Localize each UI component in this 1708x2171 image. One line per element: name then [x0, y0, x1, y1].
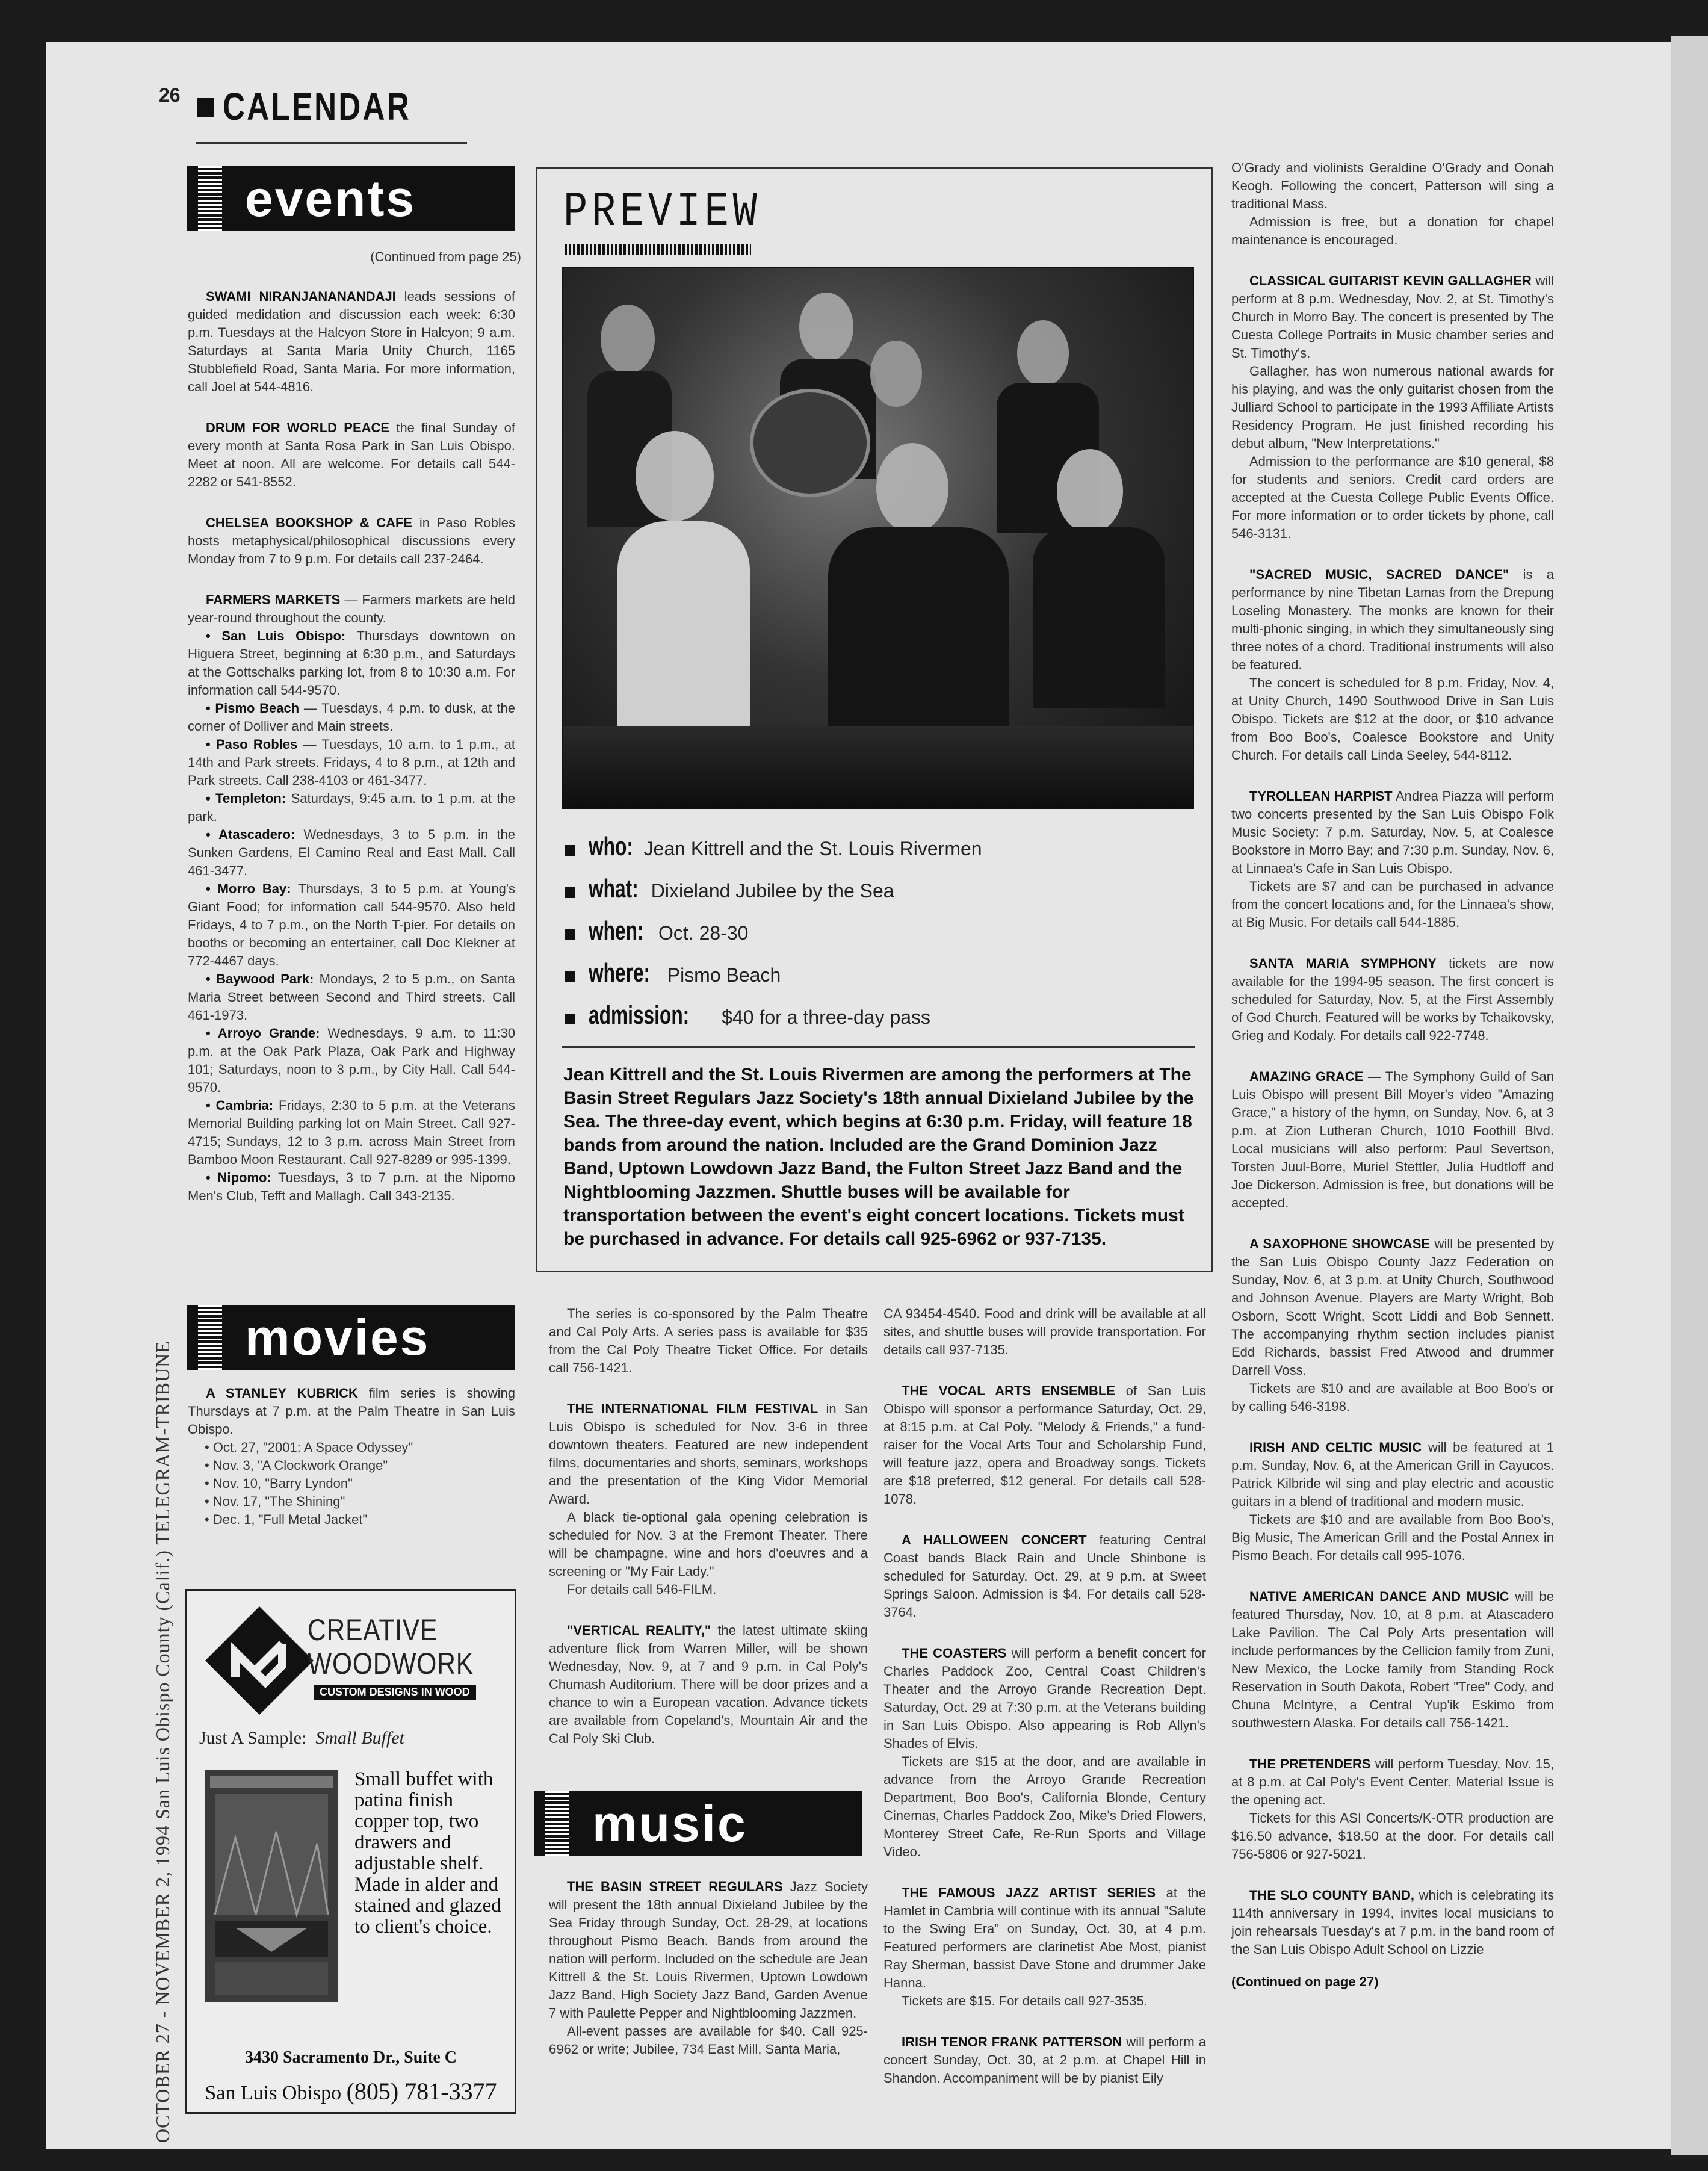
ad-brand-1: CREATIVE — [308, 1613, 438, 1647]
ad-city-phone: San Luis Obispo (805) 781-3377 — [205, 2078, 497, 2105]
market-item: • Morro Bay: Thursdays, 3 to 5 p.m. at Young's Giant Food; for information call 544-9570. Also held Fridays, 4 to 7 p.m., on the North T-pier. For details on booths or becoming an entertainer, call Doc Klekner at 772-4467 days. — [188, 881, 516, 968]
section-square — [197, 98, 214, 117]
market-item: • Pismo Beach — Tuesdays, 4 p.m. to dusk, at the corner of Dolliver and Main streets. — [188, 701, 515, 734]
preview-who: who: Jean Kittrell and the St. Louis Rivermen — [565, 826, 982, 870]
middle-column-1: The series is co-sponsored by the Palm Theatre and Cal Poly Arts. A series pass is available for $35 from the Cal Poly Theatre Ticket Office. For details call 756-1421. THE INTERNATIONAL FILM FESTIVAL in San Luis Obispo is scheduled for Nov. 3-6 in three downtown theaters. Featured are new independent films, documentaries and shorts, seminars, workshops and the presentation of the King Vidor Memorial Award. A black tie-optional gala opening celebration is scheduled for Nov. 3 at the Fremont Theater. There will be champagne, wine and hors d'oeuvres and a screening or "My Fair Lady." For details call 546-FILM. "VERTICAL REALITY," the latest ultimate skiing adventure flick from Warren Miller, will be shown Wednesday, Nov. 9, at 7 and 9 p.m. in Cal Poly's Chumash Auditorium. There will be door prizes and a chance to win a European vacation. Advance tickets are available from Copeland's, Mountain Air and the Cal Poly Ski Club. — [549, 1306, 868, 1746]
ad-address: 3430 Sacramento Dr., Suite C — [244, 2048, 457, 2067]
preview-what: what: Dixieland Jubilee by the Sea — [565, 868, 894, 912]
preview-blurb: Jean Kittrell and the St. Louis Rivermen are among the performers at The Basin Street Regulars Jazz Society's 18th annual Dixieland Jubilee by the Sea. The three-day event, which begins at 6:30 p.m. Friday, will feature 18 bands from around the nation. Included are the Grand Dominion Jazz Band, Uptown Lowdown Jazz Band, the Fulton Street Jazz Band and the Nightblooming Jazzmen. Shuttle buses will be available for transportation between the event's eight concert locations. Tickets must be purchased in advance. For details call 925-6962 or 937-7135. — [563, 1065, 1194, 1249]
event-item: CHELSEA BOOKSHOP & CAFE in Paso Robles hosts metaphysical/philosophical discussions every Monday from 7 to 9 p.m. For details call 237-2464. — [188, 515, 515, 566]
event-item: SWAMI NIRANJANANANDAJI leads sessions of guided medidation and discussion each week: 6:30 p.m. Tuesdays at the Halcyon Store in Halcyon; 9 a.m. Saturdays at Santa Maria Unity Church, 1165 Stubblefield Road, Santa Maria. For more information, call Joel at 544-4816. — [188, 289, 516, 394]
events-body — [188, 288, 515, 1205]
market-item: • Templeton: Saturdays, 9:45 a.m. to 1 p.m. at the park. — [188, 791, 516, 824]
spine-dateline: OCTOBER 27 - NOVEMBER 2, 1994 San Luis Obispo County (Calif.) TELEGRAM-TRIBUNE — [152, 1340, 173, 2143]
events-heading: events — [187, 166, 515, 231]
event-item: FARMERS MARKETS — Farmers markets are held year-round throughout the county. — [188, 592, 516, 625]
movie-list-item: • Dec. 1, "Full Metal Jacket" — [205, 1512, 368, 1527]
movies-body: A STANLEY KUBRICK film series is showing Thursdays at 7 p.m. at the Palm Theatre in San Luis Obispo. • Oct. 27, "2001: A Space Odyssey" • Nov. 3, "A Clockwork Orange" • Nov. 10, "Barry Lyndon" • Nov. 17, "The Shining" • Dec. 1, "Full Metal Jacket" — [188, 1384, 515, 1529]
movies-heading: movies — [187, 1305, 515, 1370]
preview-when: when: Oct. 28-30 — [565, 910, 748, 954]
ad-description: Small buffet with patina finish copper top, two drawers and adjustable shelf. Made in alder and stained and glazed to client's choice. — [354, 1768, 501, 1937]
preview-photo — [562, 267, 1194, 809]
market-item: • Nipomo: Tuesdays, 3 to 7 p.m. at the Nipomo Men's Club, Tefft and Mallagh. Call 343-2135. — [188, 1170, 515, 1203]
newspaper-page — [46, 42, 1671, 2149]
event-item: DRUM FOR WORLD PEACE the final Sunday of every month at Santa Rosa Park in San Luis Obispo. Meet at noon. All are welcome. For details call 544-2282 or 541-8552. — [188, 420, 515, 489]
movie-list-item: • Nov. 10, "Barry Lyndon" — [205, 1476, 353, 1491]
section-title: CALENDAR — [223, 85, 411, 128]
page-number: 26 — [159, 84, 181, 106]
adjacent-page-edge — [1671, 36, 1708, 2155]
movie-list-item: • Nov. 17, "The Shining" — [205, 1494, 345, 1509]
movie-list-item: • Oct. 27, "2001: A Space Odyssey" — [205, 1440, 413, 1455]
events-continued: (Continued from page 25) — [370, 249, 521, 264]
preview-heading: PREVIEW — [563, 184, 761, 240]
preview-heading-rule — [565, 244, 751, 255]
market-item: • Atascadero: Wednesdays, 3 to 5 p.m. in the Sunken Gardens, El Camino Real and East Mall. Call 461-3477. — [188, 827, 515, 878]
market-item: • Baywood Park: Mondays, 2 to 5 p.m., on Santa Maria Street between Second and Third streets. Call 461-1973. — [188, 971, 515, 1023]
movie-list-item: • Nov. 3, "A Clockwork Orange" — [205, 1458, 388, 1473]
creative-woodwork-ad — [185, 1589, 516, 2114]
preview-where: where: Pismo Beach — [565, 952, 781, 996]
market-item: • Paso Robles — Tuesdays, 10 a.m. to 1 p.m., at 14th and Park streets. Fridays, 4 to 8 p.m., at 12th and Park streets. Call 238-4103 or 461-3477. — [188, 737, 515, 788]
market-item: • San Luis Obispo: Thursdays downtown on Higuera Street, beginning at 6:30 p.m., and Saturdays at the Gottschalks parking lot, from 8 to 10:30 a.m. For information call 544-9570. — [188, 628, 515, 698]
market-item: • Cambria: Fridays, 2:30 to 5 p.m. at the Veterans Memorial Building parking lot on Main Street. Call 927-4715; Sundays, 12 to 3 p.m. across Main Street from Bamboo Moon Restaurant. Call 927-8289 or 995-1399. — [188, 1098, 515, 1167]
market-item: • Arroyo Grande: Wednesdays, 9 a.m. to 11:30 p.m. at the Oak Park Plaza, Oak Park and Highway 101; Saturdays, noon to 3 p.m., by City Hall. Call 544-9570. — [188, 1026, 515, 1095]
music-heading: music — [534, 1791, 862, 1856]
preview-admission: admission: $40 for a three-day pass — [565, 994, 930, 1038]
header-rule — [196, 142, 467, 144]
continued-note: (Continued on page 27) — [1231, 1974, 1379, 1989]
middle-column-2: CA 93454-4540. Food and drink will be available at all sites, and shuttle buses will provide transportation. For details call 937-7135. THE VOCAL ARTS ENSEMBLE of San Luis Obispo will sponsor a performance Saturday, Oct. 29, at 8:15 p.m. at Cal Poly. "Melody & Friends," a fund-raiser for the Vocal Arts Tour and Scholarship Fund, will feature jazz, opera and Broadway songs. Tickets are $18 preferred, $12 general. For details call 528-1078. A HALLOWEEN CONCERT featuring Central Coast bands Black Rain and Uncle Shinbone is scheduled for Saturday, Oct. 29, at 9 p.m. at Sweet Springs Saloon. Admission is $4. For details call 528-3764. THE COASTERS will perform a benefit concert for Charles Paddock Zoo, Central Coast Children's Theater and the Arroyo Grande Recreation Dept. Saturday, Oct. 29 at 7:30 p.m. at the Veterans building in San Luis Obispo. Also appearing is Rob Allyn's Shades of Elvis. Tickets are $15 at the door, and are available in advance from the Arroyo Grande Recreation Department, Boo Boo's, California Blonde, Century Cinemas, Charles Paddock Zoo, Mike's Dried Flowers, Monterey Street Cafe, Re-Run Sports and Village Video. THE FAMOUS JAZZ ARTIST SERIES at the Hamlet in Cambria will continue with its annual "Salute to the Swing Era" on Sunday, Oct. 30, at 4 p.m. Featured performers are clarinetist Abe Most, pianist Ray Sherman, bassist Dave Stone and drummer Jake Hanna. Tickets are $15. For details call 927-3535. IRISH TENOR FRANK PATTERSON will perform a concert Sunday, Oct. 30, at 2 p.m. at Chapel Hill in Shandon. Accompaniment will be by pianist Eily — [883, 1306, 1206, 2086]
preview-rule — [562, 1046, 1195, 1048]
ad-brand-2: WOODWORK — [308, 1647, 474, 1680]
middle-column-1-music: THE BASIN STREET REGULARS Jazz Society will present the 18th annual Dixieland Jubilee by the Sea Friday through Sunday, Oct. 28-29, at locations throughout Pismo Beach. Bands from around the nation will perform. Included on the schedule are Jean Kittrell & the St. Louis Rivermen, Uptown Lowdown Jazz Band, High Society Jazz Band, Garden Avenue 7 with Paulette Pepper and Nightblooming Jazzmen. All-event passes are available for $40. Call 925-6962 or write; Jubilee, 734 East Mill, Santa Maria, — [549, 1879, 868, 2057]
woodwork-logo-icon — [199, 1600, 320, 1721]
buffet-illustration — [199, 1765, 344, 2006]
right-column: O'Grady and violinists Geraldine O'Grady and Oonah Keogh. Following the concert, Patterson will sing a traditional Mass. Admission is free, but a donation for chapel maintenance is encouraged. CLASSICAL GUITARIST KEVIN GALLAGHER will perform at 8 p.m. Wednesday, Nov. 2, at St. Timothy's Church in Morro Bay. The concert is presented by The Cuesta College Portraits in Music chamber series and St. Timothy's. Gallagher, has won numerous national awards for his playing, and was the only guitarist chosen from the Julliard School to participate in the 1993 Affiliate Artists Residency Program. He just finished recording his debut album, "New Interpretations." Admission to the performance are $10 general, $8 for students and seniors. Credit card orders are accepted at the Cuesta College Public Events Office. For more information or to order tickets by phone, call 546-3131. "SACRED MUSIC, SACRED DANCE" is a performance by nine Tibetan Lamas from the Drepung Loseling Monastery. The monks are known for their multi-phonic singing, in which they simultaneously sing three notes of a chord. Traditional instruments will also be featured. The concert is scheduled for 8 p.m. Friday, Nov. 4, at Unity Church, 1490 Southwood Drive in San Luis Obispo. Tickets are $12 at the door, or $10 advance from Boo Boo's, Coalesce Bookstore and Unity Church. For details call Linda Seeley, 544-8112. TYROLLEAN HARPIST Andrea Piazza will perform two concerts presented by the San Luis Obispo Folk Music Society: 7 p.m. Saturday, Nov. 5, at Coalesce Bookstore in Morro Bay; and 7:30 p.m. Sunday, Nov. 6, at Linnaea's Cafe in San Luis Obispo. Tickets are $7 and can be purchased in advance from the concert locations and, for the Linnaea's show, at Big Music. For details call 544-1885. SANTA MARIA SYMPHONY tickets are now available for the 1994-95 season. The first concert is scheduled for Saturday, Nov. 5, at the First Assembly of God Church. Featured will be works by Tchaikovsky, Grieg and Kodaly. For details call 922-7748. AMAZING GRACE — The Symphony Guild of San Luis Obispo will present Bill Moyer's video "Amazing Grace," a history of the hymn, on Sunday, Nov. 6, at 3 p.m. at Zion Lutheran Church, 1010 Foothill Blvd. Local musicians will also perform: Paul Severtson, Torsten Juul-Borre, Muriel Stettler, Julia Hudtloff and Joe Dickerson. Admission is free, but donations will be accepted. A SAXOPHONE SHOWCASE will be presented by the San Luis Obispo County Jazz Federation on Sunday, Nov. 6, at 3 p.m. at Unity Church, Southwood and Johnson Avenue. Players are Marty Wright, Bob Osborn, Scott Wright, Scott Liddi and Bob Sennett. The accompanying rhythm section includes pianist Edd Richards, bassist Fred Atwood and drummer Darrell Voss. Tickets are $10 and are available at Boo Boo's or by calling 546-3198. IRISH AND CELTIC MUSIC will be featured at 1 p.m. Sunday, Nov. 6, at the American Grill in Cayucos. Patrick Kilbride wil sing and play electric and acoustic guitars in a blend of traditional and modern music. Tickets are $10 and are available from Boo Boo's, Big Music, The American Grill and the Postal Annex in Pismo Beach. For details call 995-1076. NATIVE AMERICAN DANCE AND MUSIC will be featured Thursday, Nov. 10, at 8 p.m. at Atascadero Lake Pavilion. The Cal Poly Arts presentation will include performances by the Cellicion family from Zuni, New Mexico, the Locke family from Standing Rock Reservation in South Dakota, Robert "Tree" Cody, and Chuna McIntyre, a Central Yup'ik Eskimo from southwestern Alaska. For details call 756-1421. THE PRETENDERS will perform Tuesday, Nov. 15, at 8 p.m. at Cal Poly's Event Center. Material Issue is the opening act. Tickets for this ASI Concerts/K-OTR production are $16.50 advance, $18.50 at the door. For details call 756-5806 or 927-5021. THE SLO COUNTY BAND, which is celebrating its 114th anniversary in 1994, invites local musicians to join rehearsals Tuesday's at 7 p.m. in the band room of the San Luis Obispo Adult School on Lizzie (Continued on page 27) — [1231, 159, 1554, 1991]
ad-tagline: CUSTOM DESIGNS IN WOOD — [314, 1685, 476, 1700]
ad-sample-label: Just A Sample: Small Buffet — [199, 1728, 404, 1748]
